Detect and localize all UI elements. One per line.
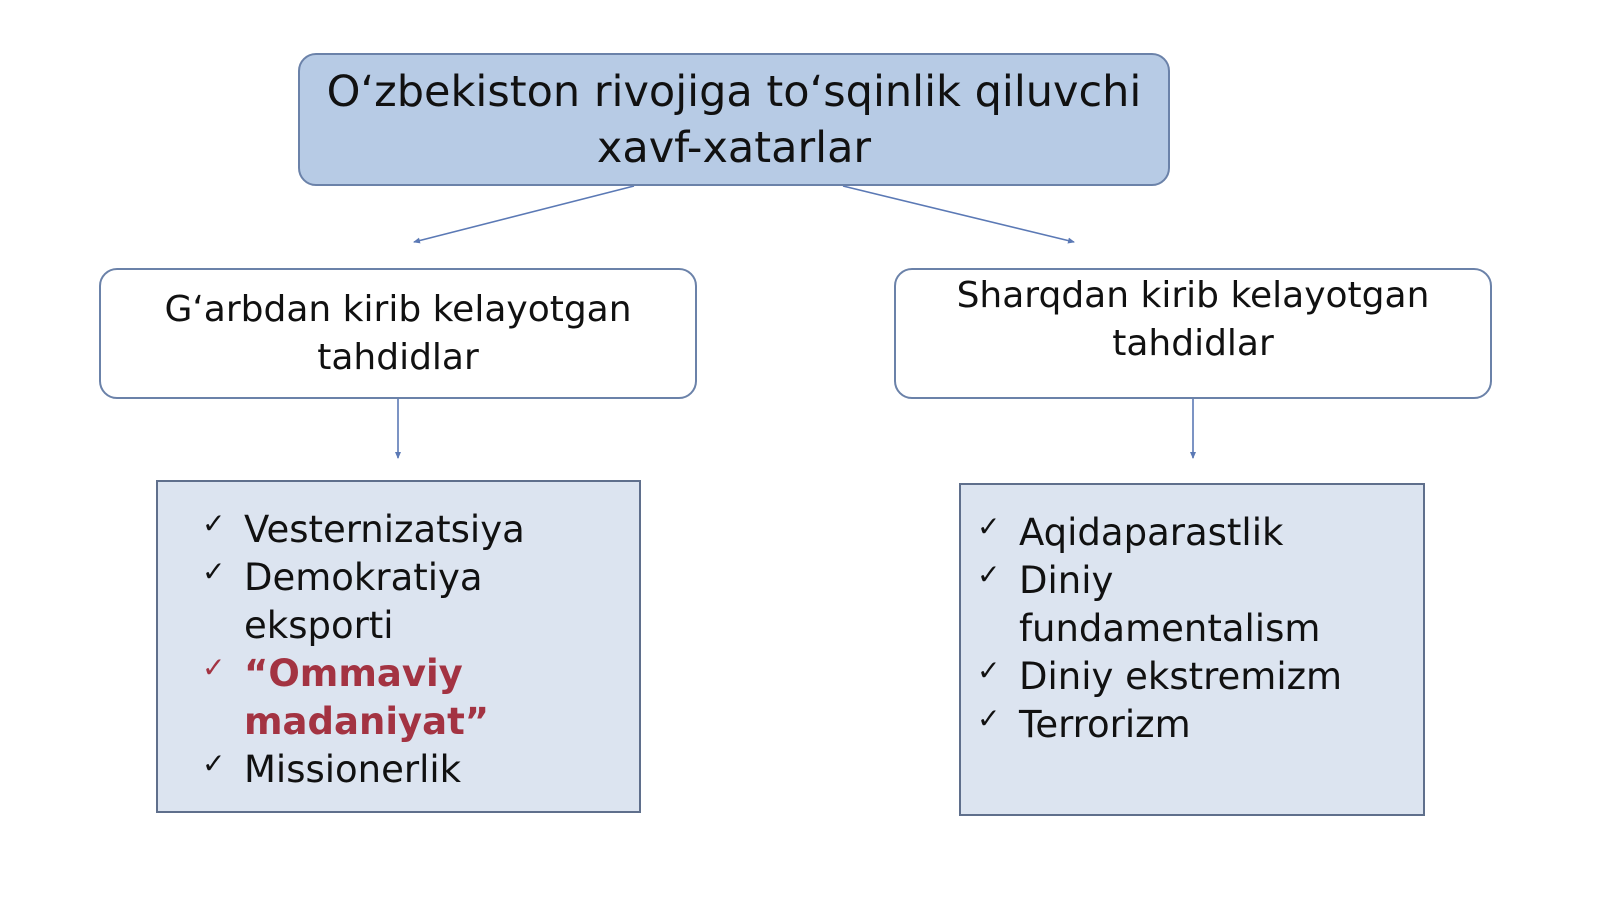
checkmark-icon: ✓ bbox=[977, 702, 1001, 735]
list-item bbox=[202, 650, 639, 746]
list-item bbox=[202, 746, 639, 794]
list-item bbox=[977, 653, 1423, 701]
list-item-text: Diniy ekstremizm bbox=[1019, 655, 1343, 698]
checkmark-icon: ✓ bbox=[977, 558, 1001, 591]
eastern-threats-line-2: tahdidlar bbox=[1112, 323, 1274, 364]
western-threats-list-box bbox=[156, 480, 641, 813]
list-item bbox=[977, 509, 1423, 557]
list-item-text: madaniyat” bbox=[244, 700, 490, 743]
list-item bbox=[977, 701, 1423, 749]
western-threats-box bbox=[99, 268, 697, 399]
eastern-threats-line-1: Sharqdan kirib kelayotgan bbox=[956, 275, 1430, 316]
list-item-text: Aqidaparastlik bbox=[1019, 511, 1284, 554]
checkmark-icon: ✓ bbox=[202, 651, 226, 684]
western-threats-line-2: tahdidlar bbox=[317, 336, 479, 378]
arrow-title-to-left bbox=[414, 186, 634, 242]
list-item-text: Vesternizatsiya bbox=[244, 508, 525, 551]
eastern-threats-list bbox=[977, 509, 1423, 749]
arrow-title-to-right bbox=[843, 186, 1074, 242]
main-topic-line-2: xavf-xatarlar bbox=[596, 122, 872, 173]
main-topic-line-1: O‘zbekiston rivojiga to‘sqinlik qiluvchi bbox=[326, 66, 1142, 117]
eastern-threats-list-box bbox=[959, 483, 1425, 816]
list-item-text: fundamentalism bbox=[1019, 607, 1321, 650]
checkmark-icon: ✓ bbox=[977, 654, 1001, 687]
list-item-text: “Ommaviy bbox=[244, 652, 463, 695]
list-item-text: Demokratiya bbox=[244, 556, 483, 599]
main-topic-box bbox=[298, 53, 1170, 186]
checkmark-icon: ✓ bbox=[202, 507, 226, 540]
list-item-text: Missionerlik bbox=[244, 748, 462, 791]
checkmark-icon: ✓ bbox=[202, 555, 226, 588]
eastern-threats-box bbox=[894, 268, 1492, 399]
list-item bbox=[202, 554, 639, 650]
list-item bbox=[977, 557, 1423, 653]
list-item-text: Terrorizm bbox=[1019, 703, 1191, 746]
western-threats-list bbox=[202, 506, 639, 794]
list-item bbox=[202, 506, 639, 554]
list-item-text: Diniy bbox=[1019, 559, 1114, 602]
checkmark-icon: ✓ bbox=[977, 510, 1001, 543]
checkmark-icon: ✓ bbox=[202, 747, 226, 780]
western-threats-line-1: G‘arbdan kirib kelayotgan bbox=[164, 288, 632, 330]
list-item-text: eksporti bbox=[244, 604, 394, 647]
